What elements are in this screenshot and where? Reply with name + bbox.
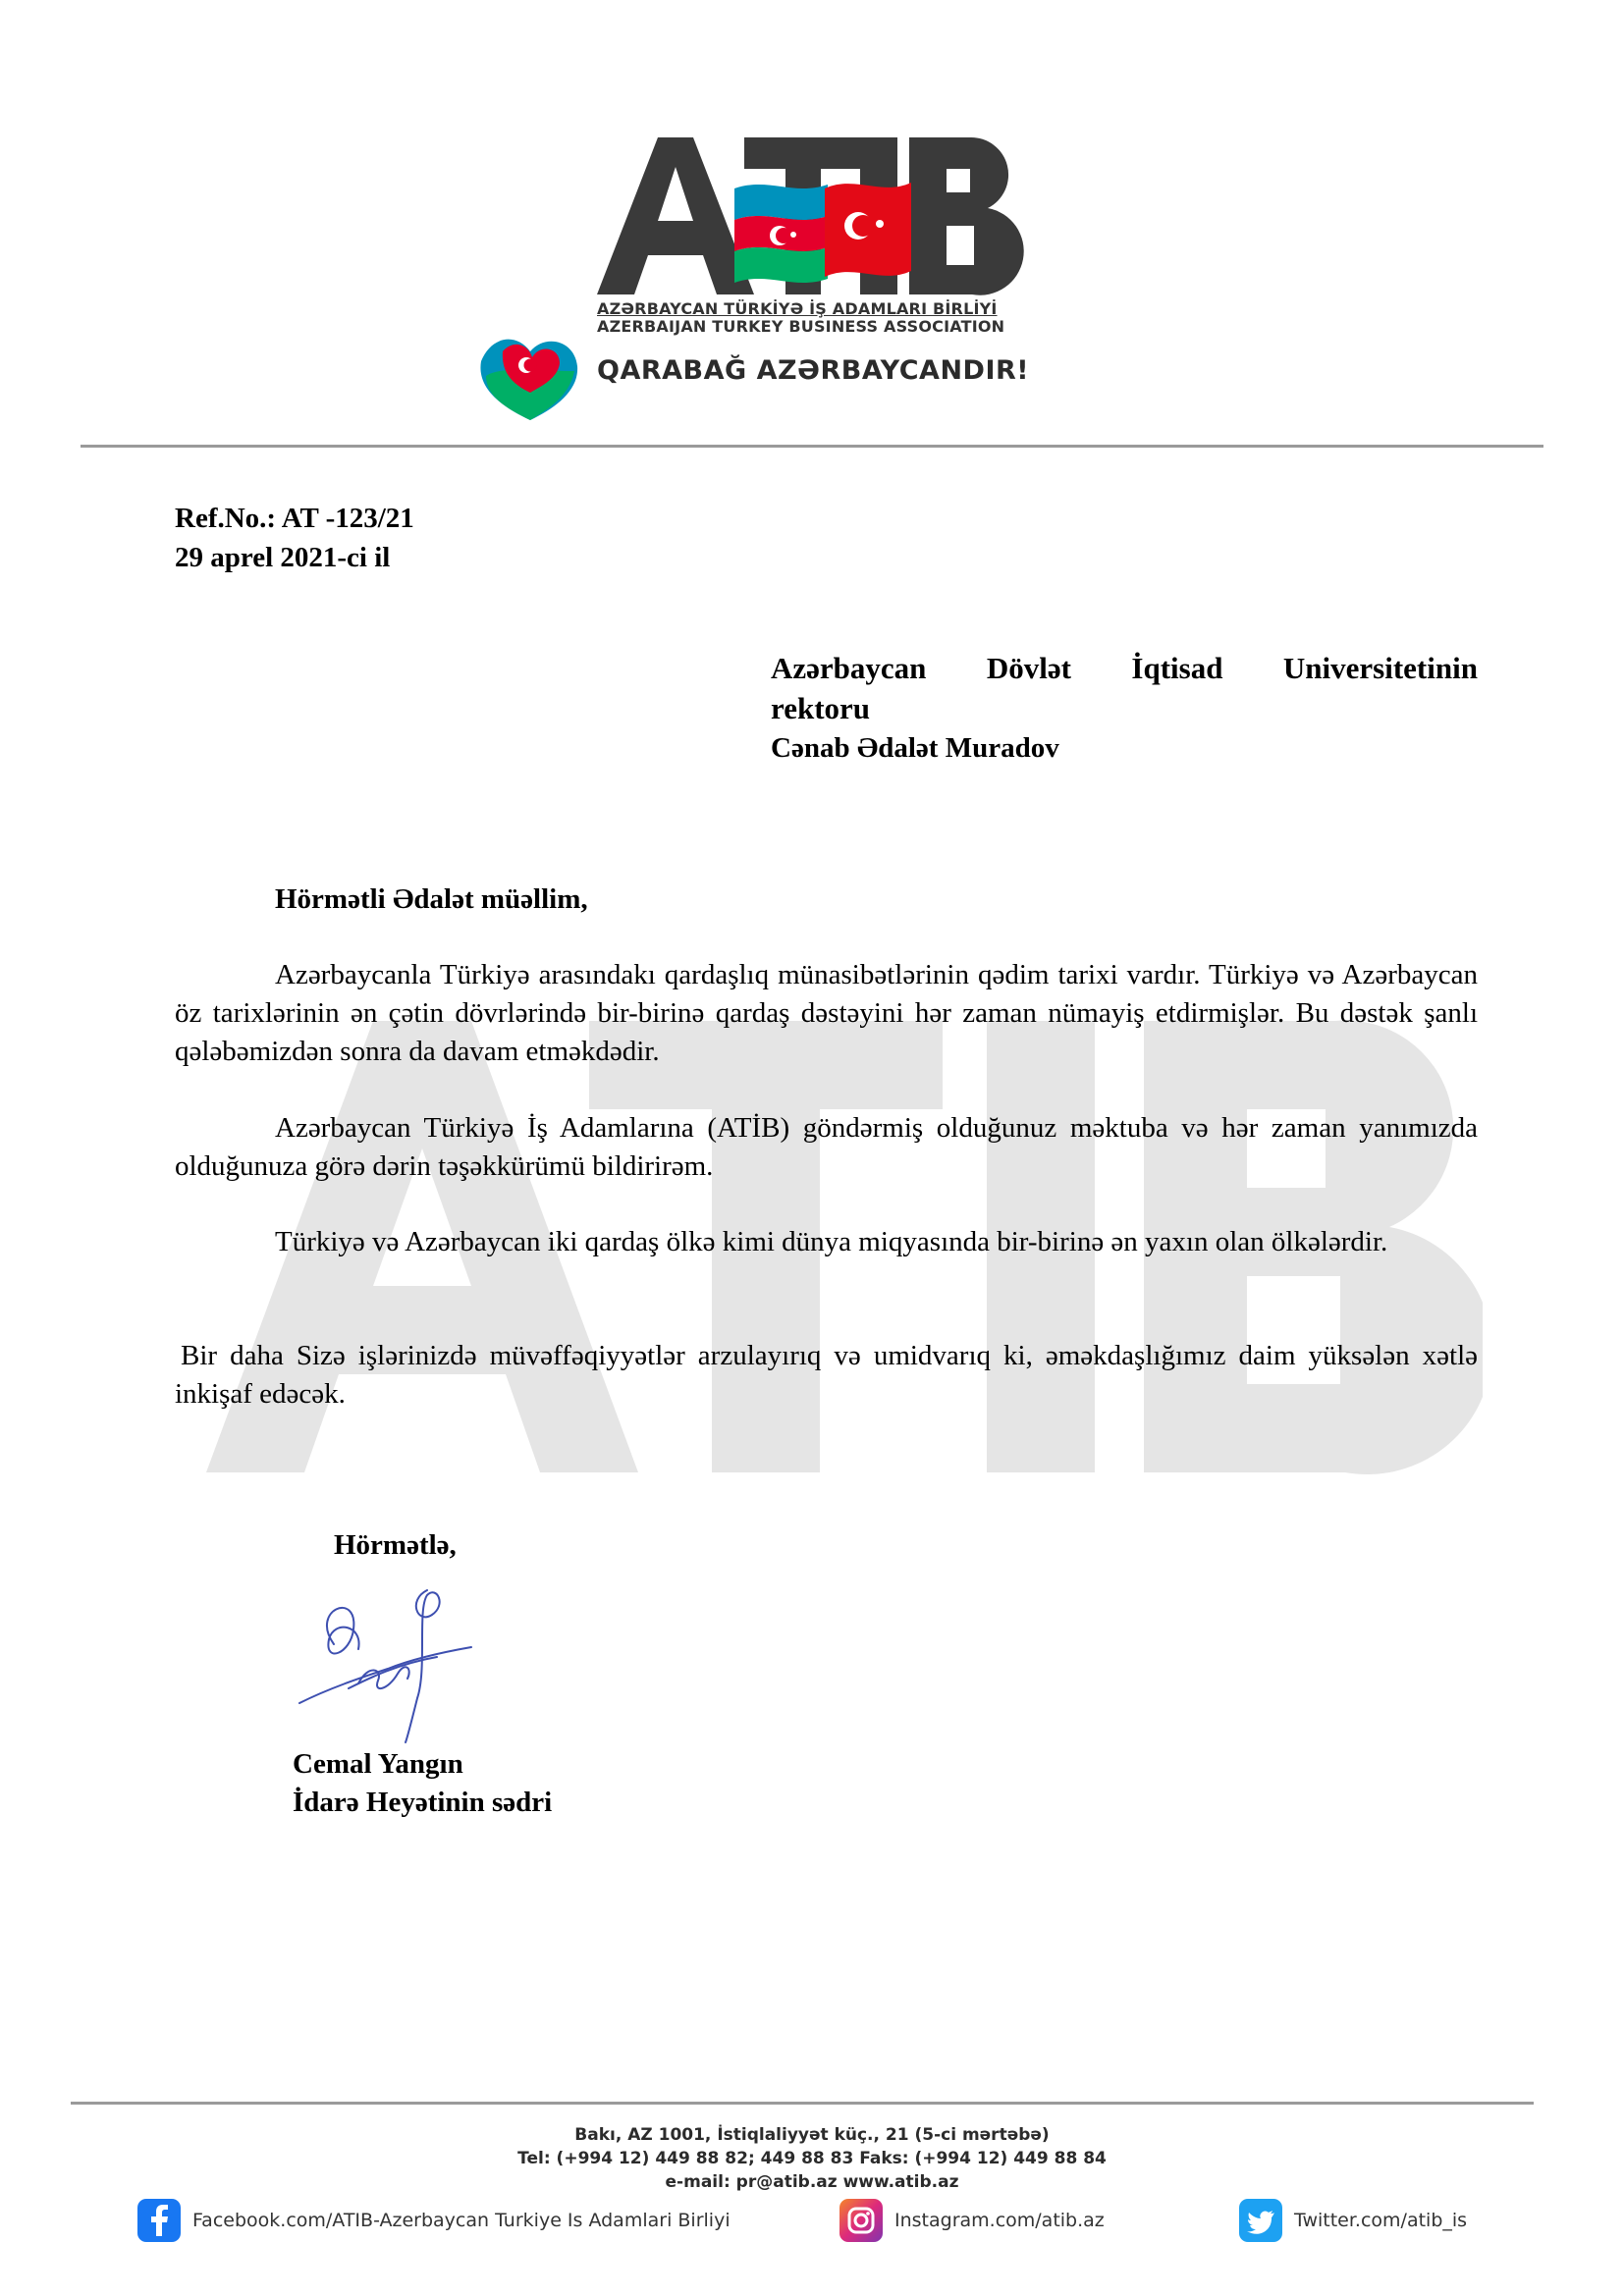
body-paragraph: Türkiyə və Azərbaycan iki qardaş ölkə kimi dünya miqyasında bir-birinə ən yaxın olan ölkələrdir. xyxy=(275,1226,1388,1257)
slogan: QARABAĞ AZƏRBAYCANDIR! xyxy=(597,355,1030,386)
facebook-icon xyxy=(137,2199,181,2242)
body-paragraph: Azərbaycan Türkiyə İş Adamlarına (ATİB) göndərmiş olduğunuz məktuba və hər zaman yanımızda olduğunuza görə dərin təşəkkürümü bildirirəm. xyxy=(175,1112,1478,1182)
paragraph-1-block xyxy=(175,956,1478,1071)
footer-email-web: e-mail: pr@atib.az www.atib.az xyxy=(665,2172,959,2192)
addressee-word: İqtisad xyxy=(1131,651,1223,685)
footer-address: Bakı, AZ 1001, İstiqlaliyyət küç., 21 (5-ci mərtəbə) xyxy=(574,2125,1050,2145)
signer-name: Cemal Yangın xyxy=(293,1748,463,1780)
letter-date: 29 aprel 2021-ci il xyxy=(175,542,391,573)
instagram-label: Instagram.com/atib.az xyxy=(894,2210,1105,2231)
reference-number: Ref.No.: AT -123/21 xyxy=(175,503,414,534)
twitter-icon xyxy=(1239,2199,1282,2242)
signer-block xyxy=(293,1745,552,1822)
instagram-icon xyxy=(839,2199,883,2242)
addressee-word: Universitetinin xyxy=(1282,651,1478,685)
twitter-link[interactable] xyxy=(1239,2199,1467,2242)
addressee-word: Azərbaycan xyxy=(771,651,927,685)
instagram-link[interactable] xyxy=(839,2199,1105,2242)
association-name-az: AZƏRBAYCAN TÜRKİYƏ İŞ ADAMLARI BİRLİYİ xyxy=(597,299,998,318)
addressee-name: Cənab Ədalət Muradov xyxy=(771,732,1059,764)
body-paragraph: Azərbaycanla Türkiyə arasındakı qardaşlıq münasibətlərinin qədim tarixi vardır. Türkiyə və Azərbaycan öz tarixlərinin ən çətin dövrlərində bir-birinə qardaş dəstəyini hər zaman nümayiş etdirmişlər. Bu dəstək şanlı qələbəmizdən sonra da davam etməkdədir. xyxy=(175,959,1478,1067)
closing: Hörmətlə, xyxy=(334,1529,457,1561)
signature-image xyxy=(290,1571,486,1747)
twitter-label: Twitter.com/atib_is xyxy=(1294,2210,1468,2231)
addressee-line-2: rektoru xyxy=(771,691,871,725)
header-divider xyxy=(81,445,1543,448)
salutation: Hörmətli Ədalət müəllim, xyxy=(275,883,588,915)
addressee-block xyxy=(771,648,1478,769)
association-name-en: AZERBAIJAN TURKEY BUSINESS ASSOCIATION xyxy=(597,317,1005,336)
signer-title: İdarə Heyətinin sədri xyxy=(293,1787,553,1818)
facebook-label: Facebook.com/ATIB-Azerbaycan Turkiye Is Adamlari Birliyi xyxy=(192,2210,731,2231)
atib-logo xyxy=(597,128,1029,304)
body-paragraph: Bir daha Sizə işlərinizdə müvəffəqiyyətlər arzulayırıq və umidvarıq ki, əməkdaşlığımız daim yüksələn xətlə inkişaf edəcək. xyxy=(175,1340,1478,1410)
footer-phones: Tel: (+994 12) 449 88 82; 449 88 83 Faks: (+994 12) 449 88 84 xyxy=(517,2149,1107,2168)
reference-block xyxy=(175,499,414,577)
paragraph-4-block xyxy=(175,1337,1478,1414)
association-name xyxy=(597,300,1029,336)
addressee-word: Dövlət xyxy=(986,651,1071,685)
paragraph-2-block xyxy=(175,1109,1478,1186)
footer-divider xyxy=(71,2102,1534,2105)
karabakh-heart-map-icon xyxy=(461,322,589,430)
addressee-line-1 xyxy=(771,648,1478,688)
paragraph-3-block xyxy=(175,1223,1478,1261)
facebook-link[interactable] xyxy=(137,2199,731,2242)
